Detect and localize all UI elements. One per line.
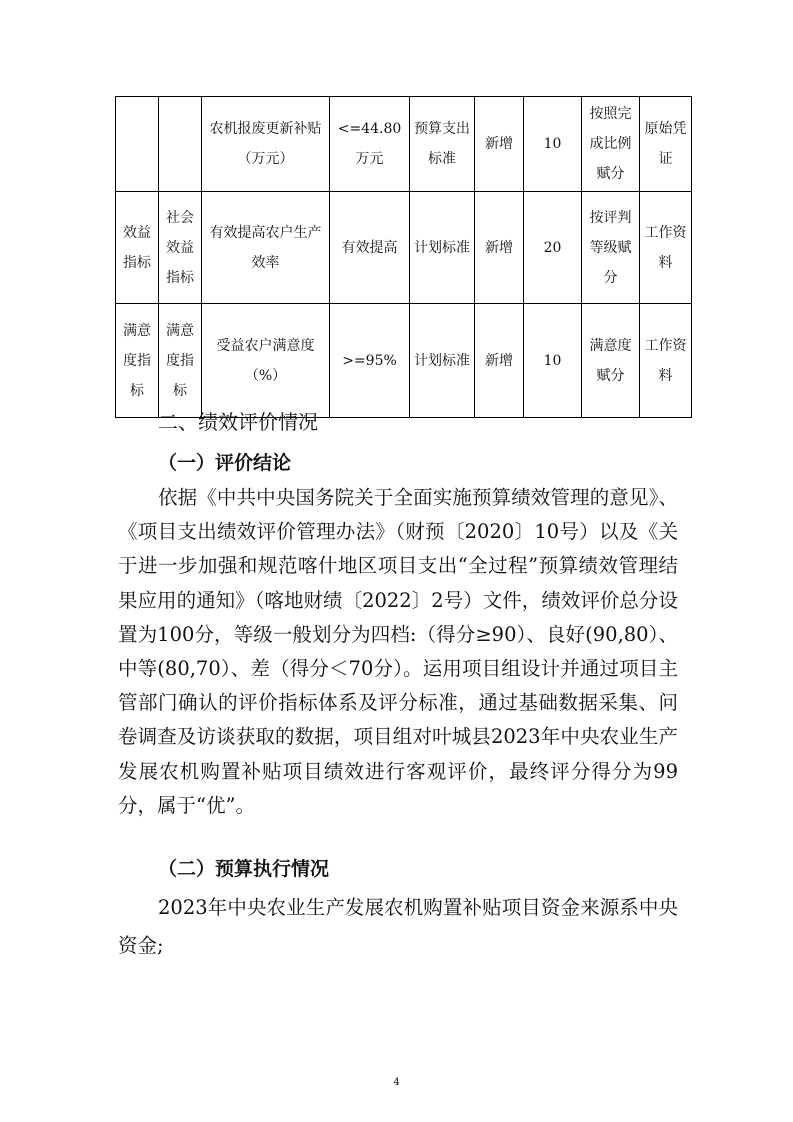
table-cell: 工作资料 — [640, 192, 692, 304]
table-cell: >=95% — [330, 304, 410, 418]
performance-indicator-table — [115, 96, 692, 418]
table-cell: 受益农户满意度（%） — [202, 304, 330, 418]
table-cell: 新增 — [475, 97, 524, 192]
table-cell: 满意度指标 — [116, 304, 159, 418]
table-cell: <=44.80万元 — [330, 97, 410, 192]
subsection-heading-conclusion: （一）评价结论 — [158, 452, 292, 474]
section-heading: 二、绩效评价情况 — [158, 410, 318, 434]
table-cell: 10 — [524, 304, 582, 418]
evaluation-conclusion-paragraph: 依据《中共中央国务院关于全面实施预算绩效管理的意见》、《项目支出绩效评价管理办法》（财预〔2020〕10号）以及《关于进一步加强和规范喀什地区项目支出“全过程”预算绩效管理结果应用的通知》（喀地财绩〔2022〕2号）文件，绩效评价总分设置为100分，等级一般划分为四档:（得分≥90）、良好(90,80）、中等(80,70）、差（得分＜70分）。运用项目组设计并通过项目主管部门确认的评价指标体系及评分标准，通过基础数据采集、问卷调查及访谈获取的数据，项目组对叶城县2023年中央农业生产发展农机购置补贴项目绩效进行客观评价，最终评分得分为99分，属于“优”。 — [118, 486, 678, 817]
table-cell: 新增 — [475, 192, 524, 304]
table-cell — [116, 97, 159, 192]
table-row — [116, 97, 692, 192]
table-cell: 有效提高农户生产效率 — [202, 192, 330, 304]
table-cell: 工作资料 — [640, 304, 692, 418]
table-cell: 20 — [524, 192, 582, 304]
table-cell: 满意度指标 — [159, 304, 202, 418]
table-row — [116, 192, 692, 304]
table-cell — [159, 97, 202, 192]
subsection-heading-budget: （二）预算执行情况 — [158, 858, 330, 880]
table-cell: 计划标准 — [410, 192, 475, 304]
table-row — [116, 304, 692, 418]
table-cell: 农机报废更新补贴（万元） — [202, 97, 330, 192]
table-cell: 10 — [524, 97, 582, 192]
page-number: 4 — [393, 1077, 400, 1088]
table-cell: 新增 — [475, 304, 524, 418]
table-cell: 计划标准 — [410, 304, 475, 418]
table-cell: 社会效益指标 — [159, 192, 202, 304]
table-cell: 原始凭证 — [640, 97, 692, 192]
table-cell: 按评判等级赋分 — [582, 192, 640, 304]
table-cell: 满意度赋分 — [582, 304, 640, 418]
table-cell: 效益指标 — [116, 192, 159, 304]
table-cell: 有效提高 — [330, 192, 410, 304]
table-cell: 按照完成比例赋分 — [582, 97, 640, 192]
table-cell: 预算支出标准 — [410, 97, 475, 192]
table-body — [116, 97, 692, 418]
budget-execution-paragraph: 2023年中央农业生产发展农机购置补贴项目资金来源系中央资金; — [118, 896, 678, 957]
